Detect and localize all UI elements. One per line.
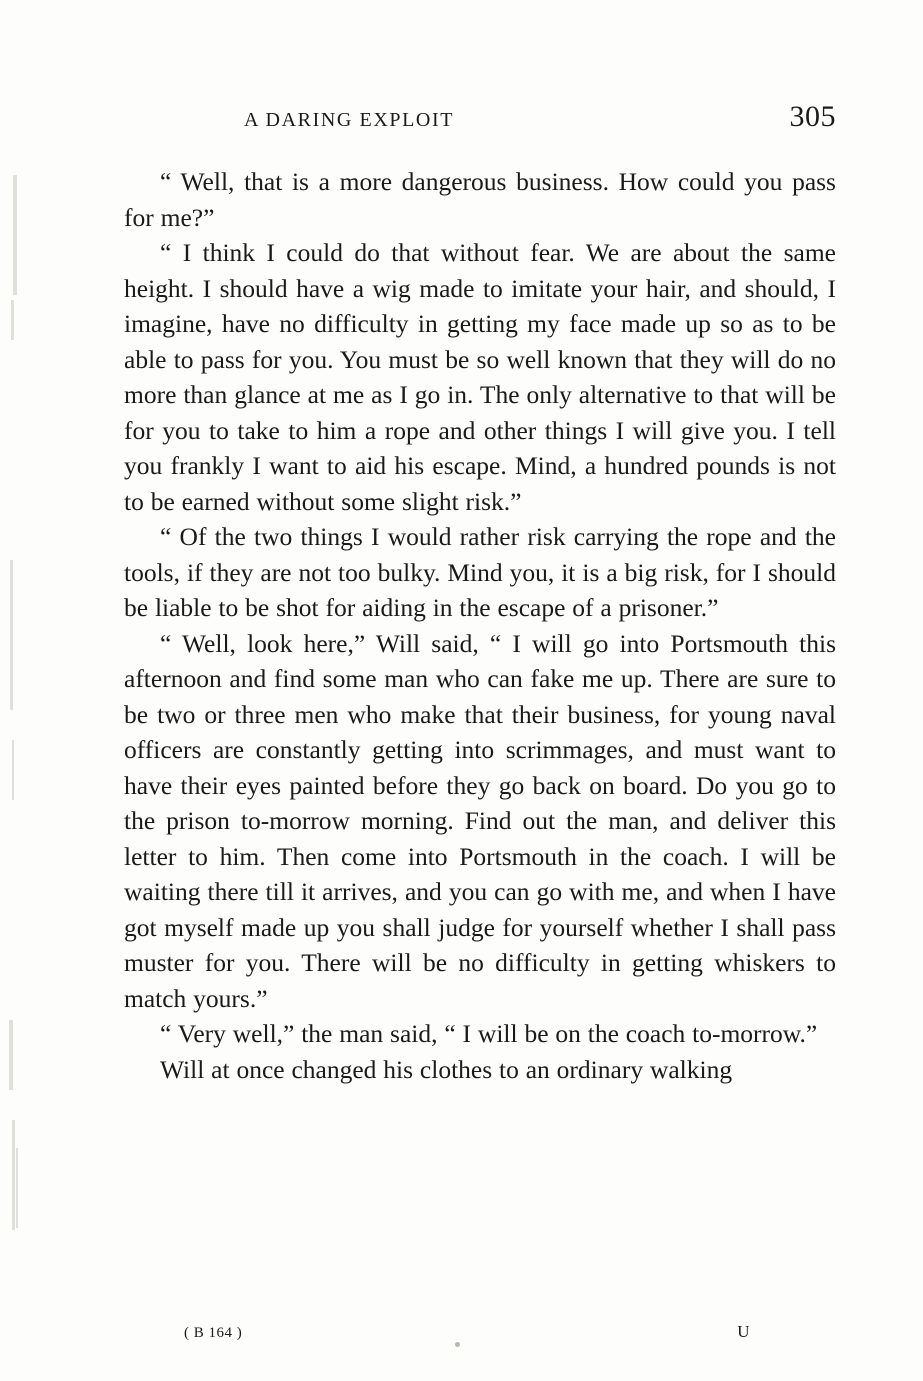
scan-edge-artifacts — [0, 0, 30, 1381]
paragraph: “ I think I could do that without fear. We are about the same height. I should have a wig made to imitate your hair, and should, I imagine, have no difficulty in getting my face made up so as to be able to pass for you. You must be so well known that they will do no more than glance at me as I go in. The only alternative to that will be for you to take to him a rope and other things I will give you. I tell you frankly I want to aid his escape. Mind, a hundred pounds is not to be earned without some slight risk.” — [124, 238, 836, 516]
paragraph: “ Very well,” the man said, “ I will be on the coach to-morrow.” — [160, 1019, 818, 1048]
paragraph: “ Well, look here,” Will said, “ I will go into Portsmouth this afternoon and find some man who can fake me up. There are sure to be two or three men who make that their business, for young naval officers are constantly getting into scrimmages, and must want to have their eyes painted before they go back on board. Do you go to the prison to-morrow morning. Find out the man, and deliver this letter to him. Then come into Portsmouth in the coach. I will be waiting there till it arrives, and you can go with me, and when I have got myself made up you shall judge for yourself whether I shall pass muster for you. There will be no difficulty in getting whiskers to match yours.” — [124, 628, 836, 1013]
signature-mark: ( B 164 ) — [184, 1325, 243, 1341]
scan-artifact — [10, 560, 13, 710]
page-content — [124, 100, 836, 1341]
running-head — [124, 100, 836, 134]
scan-artifact — [12, 740, 14, 800]
scan-artifact — [9, 1020, 13, 1090]
paragraph: “ Well, that is a more dangerous business. How could you pass for me?” — [124, 167, 836, 232]
scan-artifact — [12, 1120, 15, 1230]
scan-artifact — [16, 1148, 18, 1228]
signature-letter: U — [737, 1322, 750, 1341]
page-number: 305 — [789, 100, 836, 133]
page-speck — [455, 1342, 460, 1347]
chapter-title: A DARING EXPLOIT — [244, 109, 455, 131]
paragraph: Will at once changed his clothes to an ordinary walking — [160, 1054, 733, 1084]
paragraph: “ Of the two things I would rather risk carrying the rope and the tools, if they are not too bulky. Mind you, it is a big risk, for I should be liable to be shot for aiding in the escape of a prisoner.” — [124, 522, 836, 622]
page-footer — [124, 1322, 836, 1342]
scan-artifact — [13, 175, 17, 295]
body-text — [124, 164, 836, 1087]
scan-artifact — [11, 300, 14, 340]
